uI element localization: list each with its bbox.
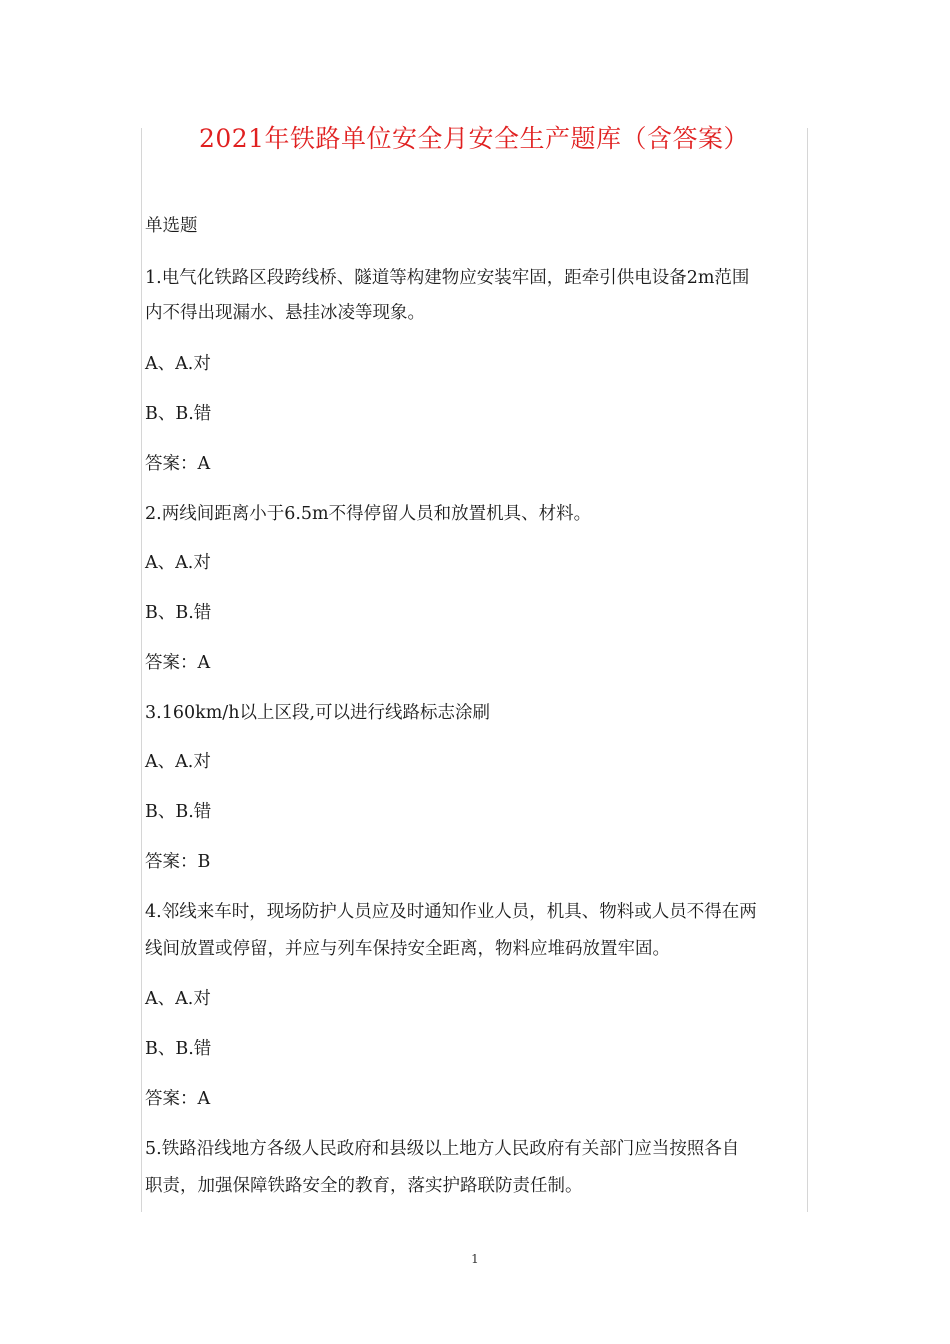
question-3-option-a: A、A.对 — [145, 752, 211, 772]
section-heading: 单选题 — [145, 216, 198, 236]
page-number: 1 — [471, 1252, 479, 1266]
question-2-option-a: A、A.对 — [145, 553, 211, 573]
document-title: 2021年铁路单位安全月安全生产题库（含答案） — [198, 124, 750, 153]
question-3-option-b: B、B.错 — [145, 802, 212, 822]
question-1-line-2: 内不得出现漏水、悬挂冰凌等现象。 — [145, 303, 425, 323]
question-4-option-b: B、B.错 — [145, 1039, 212, 1059]
question-4-line-2: 线间放置或停留，并应与列车保持安全距离，物料应堆码放置牢固。 — [145, 939, 670, 959]
question-5-line-1: 5.铁路沿线地方各级人民政府和县级以上地方人民政府有关部门应当按照各自 — [145, 1139, 740, 1159]
right-margin-rule — [807, 128, 808, 1212]
question-2-line-1: 2.两线间距离小于6.5m不得停留人员和放置机具、材料。 — [145, 504, 592, 524]
question-2-option-b: B、B.错 — [145, 603, 212, 623]
question-2-answer: 答案：A — [145, 653, 211, 673]
question-4-option-a: A、A.对 — [145, 989, 211, 1009]
question-4-answer: 答案：A — [145, 1089, 211, 1109]
question-1-option-a: A、A.对 — [145, 354, 211, 374]
left-margin-rule — [141, 128, 142, 1212]
question-4-line-1: 4.邻线来车时，现场防护人员应及时通知作业人员，机具、物料或人员不得在两 — [145, 902, 757, 922]
question-1-option-b: B、B.错 — [145, 404, 212, 424]
question-3-answer: 答案：B — [145, 852, 211, 872]
question-1-answer: 答案：A — [145, 454, 211, 474]
question-3-line-1: 3.160km/h以上区段,可以进行线路标志涂刷 — [145, 703, 491, 723]
question-1-line-1: 1.电气化铁路区段跨线桥、隧道等构建物应安装牢固，距牵引供电设备2m范围 — [145, 268, 750, 288]
question-5-line-2: 职责，加强保障铁路安全的教育，落实护路联防责任制。 — [145, 1176, 583, 1196]
